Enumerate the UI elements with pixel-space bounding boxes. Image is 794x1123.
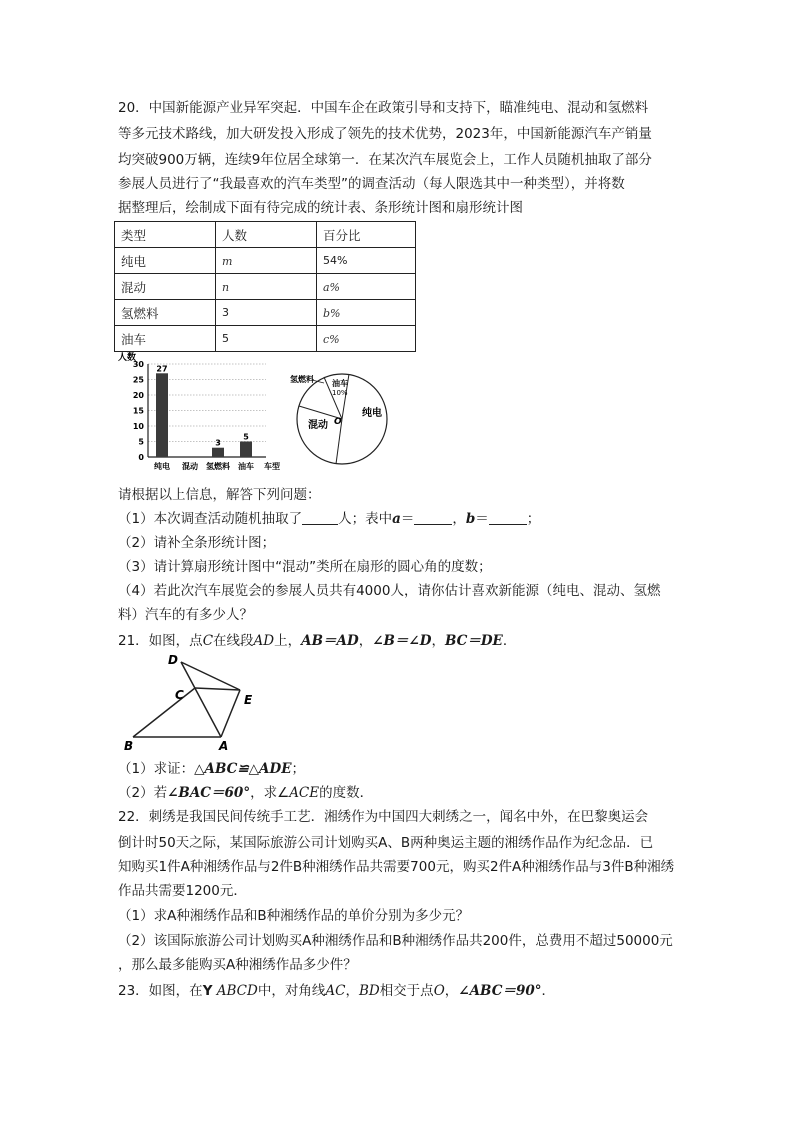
q20-sub1: [118, 509, 540, 529]
table-cell: [216, 274, 317, 300]
table-cell: 5: [216, 326, 317, 352]
point-label: C: [202, 633, 214, 649]
q20-sub1-text: ，: [452, 511, 466, 527]
q22-line-2: 倒计时50天之际，某国际旅游公司计划购买A、B两种奥运主题的湘绣作品作为纪念品．已: [118, 835, 654, 851]
table-cell: 油车: [115, 326, 216, 352]
table-cell-var: a%: [323, 281, 341, 294]
y-tick-label: 25: [132, 375, 144, 385]
q20-line-4: 参展人员进行了“我最喜欢的汽车类型”的调查活动（每人限选其中一种类型），并将数: [118, 176, 625, 192]
bar: [156, 373, 168, 457]
segment-label: AD: [253, 633, 275, 649]
separator: ，: [358, 633, 373, 649]
table-cell-var: c%: [323, 333, 340, 346]
equals-sign: ＝: [400, 511, 415, 527]
separator: ，: [431, 633, 445, 649]
diagonal-label: AC: [325, 983, 346, 999]
point-E-label: E: [244, 693, 253, 707]
table-cell: 3: [216, 300, 317, 326]
q21-sub2: [118, 783, 373, 803]
answer-blank[interactable]: [414, 510, 452, 525]
congruence-statement: △ABC≌△ADE: [194, 761, 292, 777]
x-tick-label: 油车: [238, 462, 254, 471]
table-row: [115, 274, 416, 300]
q21-sub1-text: （1）求证：: [118, 761, 195, 777]
q20-prompt: 请根据以上信息，解答下列问题：: [118, 487, 321, 503]
shape-name: ABCD: [216, 983, 258, 999]
point-D-label: D: [168, 653, 178, 667]
q22-line-3: 知购买1件A种湘绣作品与2件B种湘绣作品共需要700元，购买2件A种湘绣作品与3件B种湘绣: [118, 859, 675, 875]
y-ticks: [133, 360, 145, 462]
pie-label-hydrogen: 氢燃料: [290, 375, 314, 384]
answer-blank[interactable]: [302, 510, 338, 525]
point-C-label: C: [175, 688, 184, 702]
pie-label-hybrid: 混动: [308, 420, 328, 431]
q21-sub2-text: ，求∠: [250, 785, 290, 801]
pie-annotation-10pct: 10%: [332, 389, 348, 397]
pie-chart: [282, 366, 412, 472]
table-header-cell: 百分比: [317, 222, 416, 248]
bar-value-label: 3: [215, 438, 221, 448]
pie-label-fuel: 油车: [332, 379, 348, 388]
q22-line-1: 22．刺绣是我国民间传统手工艺．湘绣作为中国四大刺绣之一，闻名中外，在巴黎奥运会: [118, 809, 649, 825]
answer-blank[interactable]: [489, 510, 527, 525]
pie-label-ev: 纯电: [362, 408, 382, 419]
q20-line-3: 均突破900万辆，连续9年位居全球第一．在某次汽车展览会上，工作人员随机抽取了部分: [118, 152, 652, 168]
table-cell-var: n: [222, 281, 230, 294]
var-b: b: [465, 511, 476, 527]
bar-value-label: 27: [156, 364, 168, 374]
table-cell: [216, 248, 317, 274]
angle-name: ACE: [289, 785, 320, 801]
table-header-cell: 类型: [115, 222, 216, 248]
y-axis-label: 人数: [118, 353, 137, 363]
q21-figure: [118, 652, 268, 752]
equals-sign: ＝: [475, 511, 489, 527]
condition-eq: BC＝DE: [444, 633, 503, 649]
angle-condition: ∠BAC＝60°: [167, 785, 251, 801]
q20-line-5: 据整理后，绘制成下面有待完成的统计表、条形统计图和扇形统计图: [118, 200, 523, 216]
point-label: O: [433, 983, 445, 999]
q20-sub3: （3）请计算扇形统计图中“混动”类所在扇形的圆心角的度数；: [118, 559, 492, 575]
q21-sub2-text: （2）若: [118, 785, 168, 801]
segment-DA: [181, 662, 221, 737]
bar: [212, 448, 224, 457]
period: ．: [541, 983, 555, 999]
q21-text: 上，: [274, 633, 302, 649]
q21-text: 21．如图，点: [118, 633, 203, 649]
q20-sub2: （2）请补全条形统计图；: [118, 535, 276, 551]
separator: ，: [345, 983, 359, 999]
period: ．: [502, 633, 517, 649]
y-tick-label: 20: [132, 391, 144, 400]
table-cell: [317, 274, 416, 300]
q20-line-2: 等多元技术路线，加大研发投入形成了领先的技术优势，2023年，中国新能源汽车产销量: [118, 126, 652, 142]
q23-stem: [118, 981, 555, 1001]
table-cell-var: m: [222, 255, 233, 268]
x-tick-labels: [154, 461, 254, 471]
angle-condition: ∠ABC＝90°: [458, 983, 542, 999]
y-tick-label: 5: [138, 437, 144, 447]
point-A-label: A: [219, 739, 229, 753]
q20-sub1-text: （1）本次调查活动随机抽取了: [118, 511, 303, 527]
q21-sub1: [118, 759, 305, 779]
q20-sub4-line2: 料）汽车的有多少人？: [118, 607, 253, 623]
x-axis-label: 车型: [264, 462, 280, 471]
parallelogram-symbol: Y: [202, 983, 213, 999]
point-B-label: B: [124, 739, 134, 753]
q20-sub1-text: 人；表中: [338, 511, 393, 527]
q21-text: 在线段: [213, 633, 254, 649]
q20-sub4-line1: （4）若此次汽车展览会的参展人员共有4000人，请你估计喜欢新能源（纯电、混动、氢燃: [118, 583, 661, 599]
table-row: [115, 300, 416, 326]
table-cell: 54%: [317, 248, 416, 274]
x-tick-label: 纯电: [154, 462, 170, 471]
table-cell: 氢燃料: [115, 300, 216, 326]
y-tick-label: 30: [132, 360, 144, 369]
bar-chart: [114, 350, 280, 475]
q22-line-4: 作品共需要1200元．: [118, 883, 247, 899]
pie-center-label: O: [334, 417, 342, 427]
table-cell: [317, 300, 416, 326]
q21-sub1-text: ；: [291, 761, 306, 777]
x-tick-label: 混动: [182, 462, 198, 471]
table-cell: 混动: [115, 274, 216, 300]
table-cell-var: b%: [323, 307, 341, 320]
q20-sub1-text: ；: [526, 511, 541, 527]
y-tick-label: 10: [132, 422, 144, 431]
condition-eq: AB＝AD: [301, 633, 359, 649]
q22-sub1: （1）求A种湘绣作品和B种湘绣作品的单价分别为多少元？: [118, 908, 470, 924]
segment-EA: [221, 690, 240, 737]
diagonal-label: BD: [358, 983, 380, 999]
q23-text: 相交于点: [379, 983, 434, 999]
q22-sub2-line1: （2）该国际旅游公司计划购买A种湘绣作品和B种湘绣作品共200件，总费用不超过50000元: [118, 933, 673, 949]
bar-value-label: 5: [243, 432, 249, 442]
table-row: [115, 326, 416, 352]
condition-eq: ∠B＝∠D: [372, 633, 432, 649]
stats-table: [114, 221, 416, 352]
x-tick-label: 氢燃料: [206, 462, 230, 471]
segment-CE: [195, 688, 240, 690]
q23-text: 中，对角线: [257, 983, 326, 999]
table-header-row: [115, 222, 416, 248]
bar: [240, 442, 252, 458]
q21-stem: [118, 631, 516, 651]
segment-DE: [181, 662, 240, 690]
table-cell: [317, 326, 416, 352]
table-header-cell: 人数: [216, 222, 317, 248]
table-cell: 纯电: [115, 248, 216, 274]
q23-text: 23．如图，在: [118, 983, 203, 999]
var-a: a: [392, 511, 401, 527]
q22-sub2-line2: ，那么最多能购买A种湘绣作品多少件？: [118, 957, 357, 973]
y-tick-label: 0: [138, 453, 144, 462]
q20-line-1: 20．中国新能源产业异军突起．中国车企在政策引导和支持下，瞄准纯电、混动和氢燃料: [118, 100, 649, 116]
y-tick-label: 15: [132, 406, 144, 416]
q21-sub2-text: 的度数．: [319, 785, 374, 801]
segment-BC: [133, 688, 195, 737]
table-row: [115, 248, 416, 274]
separator: ，: [444, 983, 459, 999]
